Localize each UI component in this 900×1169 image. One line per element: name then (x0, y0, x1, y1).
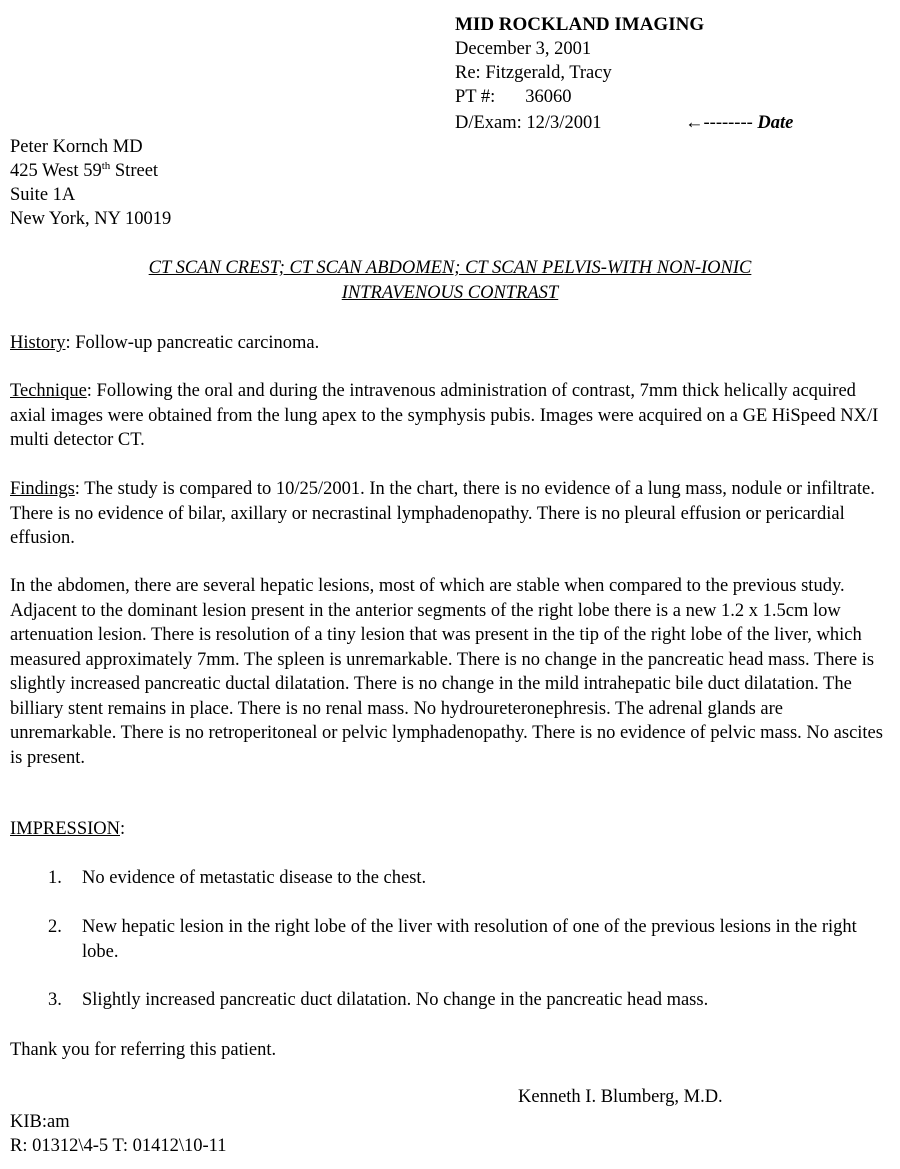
exam-date: D/Exam: 12/3/2001 (455, 113, 602, 133)
abdomen-paragraph: In the abdomen, there are several hepatic lesions, most of which are stable when compared to the previous study. Adjacent to the dominant lesion present in the anterior segments of the right lobe there is a new 1.2 x 1.5cm low artenuation lesion. There is resolution of a tiny lesion that was present in the tip of the right lobe of the liver, which measured approximately 7mm. The spleen is unremarkable. There is no change in the pancreatic head mass. There is slightly increased pancreatic ductal dilatation. There is no change in the mild intrahepatic bile duct dilatation. The billiary stent remains in place. There is no renal mass. No hydroureteronephresis. The adrenal glands are unremarkable. There is no retroperitoneal or pelvic lymphadenopathy. There is no evidence of pelvic mass. No ascites is present. (10, 576, 883, 768)
recipient-suite: Suite 1A (10, 185, 76, 205)
report-title-line2: INTRAVENOUS CONTRAST (341, 282, 559, 303)
report-title-line1: CT SCAN CREST; CT SCAN ABDOMEN; CT SCAN PELVIS-WITH NON-IONIC (148, 258, 752, 278)
impression-label: IMPRESSION (10, 819, 120, 839)
technique-label: Technique (10, 381, 87, 401)
patient-number-row (455, 85, 572, 110)
pt-number: 36060 (525, 87, 572, 107)
impression-colon: : (120, 819, 126, 839)
technique-text: : Following the oral and during the intravenous administration of contrast, 7mm thick helically acquired axial images were obtained from the lung apex to the symphysis pubis. Images were acquired on a GE HiSpeed NX/I multi detector CT. (10, 381, 879, 450)
impression-item-number: 3. (48, 990, 62, 1010)
left-arrow-icon: ←-------- (685, 113, 753, 133)
date-annotation (685, 111, 793, 136)
street-prefix: 425 West 59 (10, 161, 102, 181)
signature: Kenneth I. Blumberg, M.D. (518, 1087, 723, 1107)
impression-item (48, 866, 888, 891)
closing-line: Thank you for referring this patient. (10, 1040, 277, 1060)
street-ordinal: th (101, 159, 111, 172)
impression-item-text: New hepatic lesion in the right lobe of the liver with resolution of one of the previous lesions in the right lobe. (82, 917, 857, 962)
technique-section (10, 379, 890, 453)
impression-heading (10, 817, 890, 842)
date-annotation-word: Date (757, 113, 794, 133)
findings-text: : The study is compared to 10/25/2001. In the chart, there is no evidence of a lung mass, nodule or infiltrate. There is no evidence of bilar, axillary or necrastinal lymphadenopathy. There is no pleural effusion or pericardial effusion. (10, 479, 875, 548)
impression-item-text: Slightly increased pancreatic duct dilatation. No change in the pancreatic head mass. (82, 990, 709, 1010)
history-section (10, 331, 890, 356)
impression-item (48, 915, 888, 964)
recipient-name: Peter Kornch MD (10, 137, 143, 157)
letter-date: December 3, 2001 (455, 39, 592, 59)
findings-label: Findings (10, 479, 75, 499)
pt-label: PT #: (455, 87, 496, 107)
recipient-street (10, 159, 158, 184)
history-text: : Follow-up pancreatic carcinoma. (65, 333, 320, 353)
impression-item-number: 1. (48, 868, 62, 888)
patient-re: Re: Fitzgerald, Tracy (455, 63, 612, 83)
impression-item (48, 988, 888, 1013)
history-label: History (10, 333, 66, 353)
org-name: MID ROCKLAND IMAGING (455, 14, 705, 35)
findings-section (10, 477, 890, 551)
impression-item-number: 2. (48, 917, 62, 937)
street-suffix: Street (110, 161, 159, 181)
impression-item-text: No evidence of metastatic disease to the chest. (82, 868, 427, 888)
report-title (0, 256, 900, 305)
recipient-city: New York, NY 10019 (10, 209, 172, 229)
transcription-refs: R: 01312\4-5 T: 01412\10-11 (10, 1136, 227, 1156)
typist-initials: KIB:am (10, 1112, 70, 1132)
